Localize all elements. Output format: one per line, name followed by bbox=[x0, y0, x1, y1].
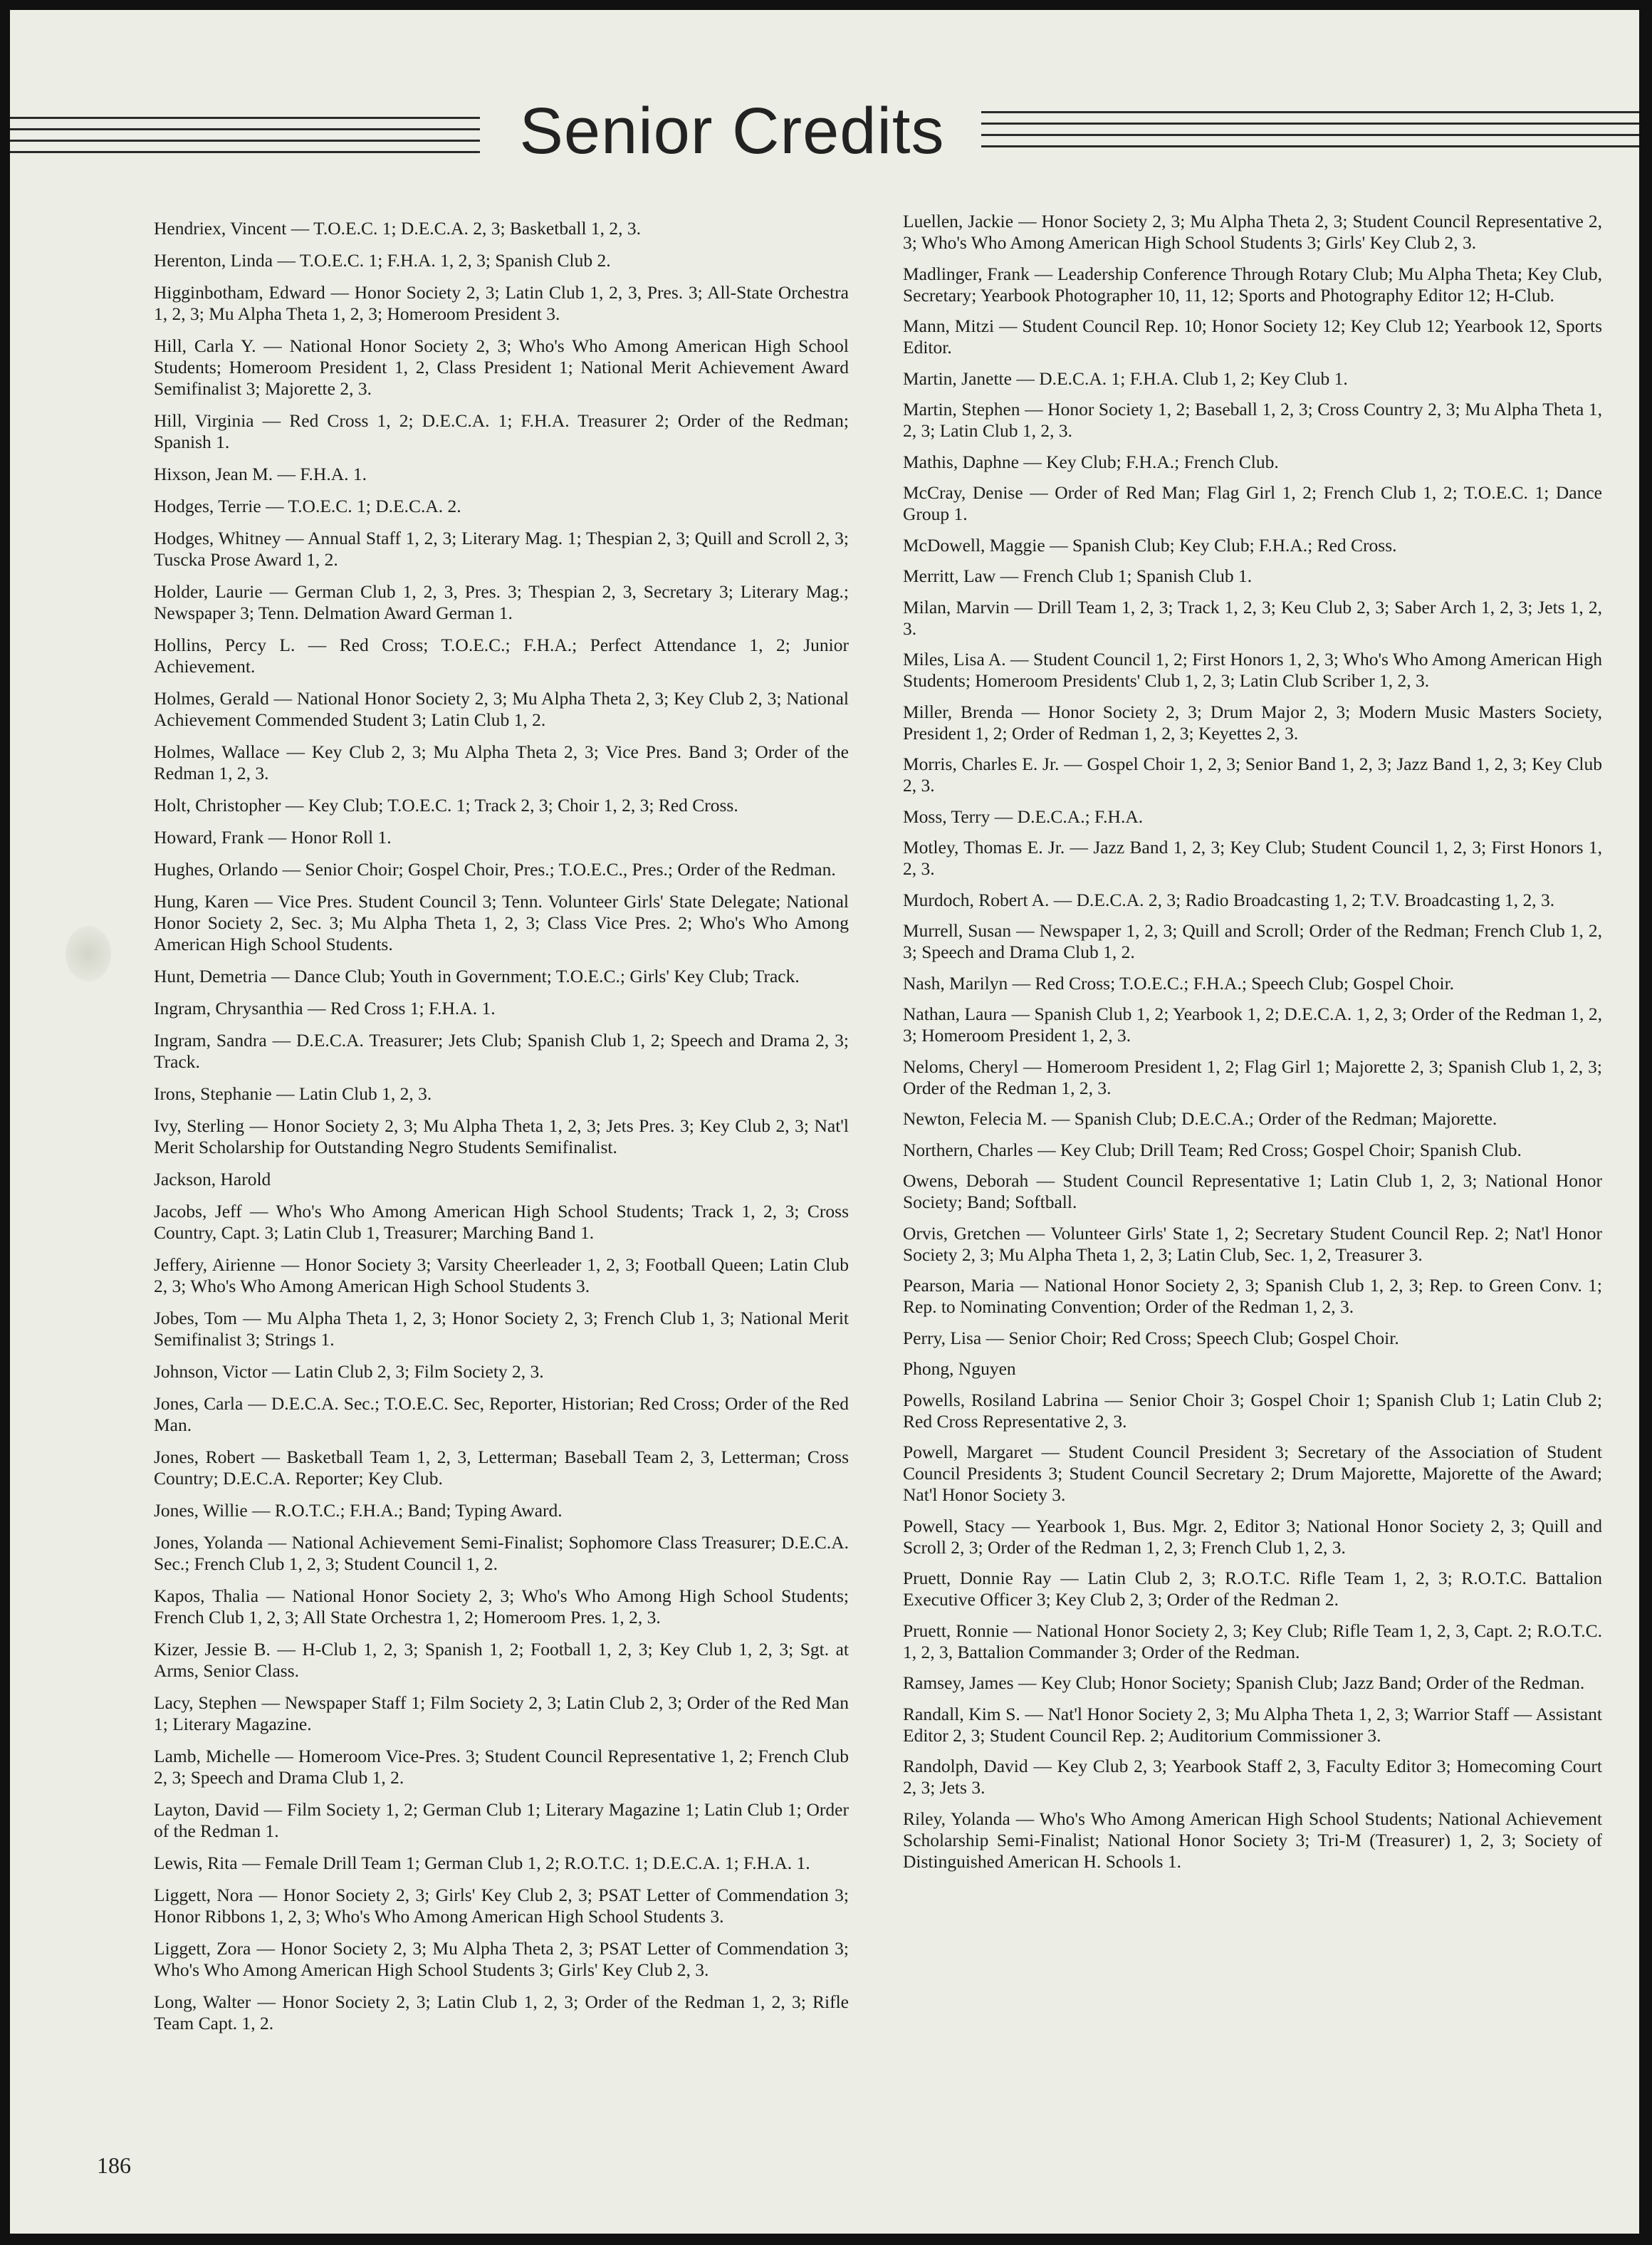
credit-entry: McCray, Denise — Order of Red Man; Flag Girl 1, 2; French Club 1, 2; T.O.E.C. 1; Dance Group 1. bbox=[903, 482, 1602, 524]
credit-entry: Nathan, Laura — Spanish Club 1, 2; Yearbook 1, 2; D.E.C.A. 1, 2, 3; Order of the Redman 1, 2, 3; Homeroom President 1, 2, 3. bbox=[903, 1004, 1602, 1046]
credit-entry: Ivy, Sterling — Honor Society 2, 3; Mu Alpha Theta 1, 2, 3; Jets Pres. 3; Key Club 2, 3; Nat'l Merit Scholarship for Outstanding Negro Students Semifinalist. bbox=[154, 1115, 849, 1157]
credit-entry: Randolph, David — Key Club 2, 3; Yearbook Staff 2, 3, Faculty Editor 3; Homecoming Court 2, 3; Jets 3. bbox=[903, 1756, 1602, 1798]
credit-entry: Ingram, Chrysanthia — Red Cross 1; F.H.A. 1. bbox=[154, 998, 496, 1019]
credit-entry: Phong, Nguyen bbox=[903, 1358, 1016, 1379]
yearbook-page bbox=[10, 10, 1639, 2234]
credit-entry: Howard, Frank — Honor Roll 1. bbox=[154, 827, 392, 848]
credit-entry: Johnson, Victor — Latin Club 2, 3; Film Society 2, 3. bbox=[154, 1361, 544, 1382]
credit-entry: Lacy, Stephen — Newspaper Staff 1; Film Society 2, 3; Latin Club 2, 3; Order of the Red Man 1; Literary Magazine. bbox=[154, 1692, 849, 1734]
credit-entry: Hill, Carla Y. — National Honor Society 2, 3; Who's Who Among American High School Students; Homeroom President 1, 2, Class President 1; National Merit Achievement Award Semifinalist 3; Majorette 2, 3. bbox=[154, 335, 849, 399]
credit-entry: Jackson, Harold bbox=[154, 1169, 271, 1189]
credit-entry: Jones, Willie — R.O.T.C.; F.H.A.; Band; Typing Award. bbox=[154, 1500, 563, 1521]
credit-entry: Hung, Karen — Vice Pres. Student Council 3; Tenn. Volunteer Girls' State Delegate; National Honor Society 2, Sec. 3; Mu Alpha Theta 1, 2, 3; Class Vice Pres. 2; Who's Who Among American High School Students. bbox=[154, 891, 849, 954]
credit-entry: Jacobs, Jeff — Who's Who Among American High School Students; Track 1, 2, 3; Cross Country, Capt. 3; Latin Club 1, Treasurer; Marching Band 1. bbox=[154, 1201, 849, 1243]
credit-entry: Holmes, Wallace — Key Club 2, 3; Mu Alpha Theta 2, 3; Vice Pres. Band 3; Order of the Redman 1, 2, 3. bbox=[154, 741, 849, 783]
credit-entry: McDowell, Maggie — Spanish Club; Key Club; F.H.A.; Red Cross. bbox=[903, 534, 1397, 556]
credit-entry: Herenton, Linda — T.O.E.C. 1; F.H.A. 1, 2, 3; Spanish Club 2. bbox=[154, 250, 611, 271]
page-number: 186 bbox=[97, 2152, 131, 2178]
credit-entry: Lewis, Rita — Female Drill Team 1; German Club 1, 2; R.O.T.C. 1; D.E.C.A. 1; F.H.A. 1. bbox=[154, 1853, 810, 1873]
credit-entry: Jones, Carla — D.E.C.A. Sec.; T.O.E.C. Sec, Reporter, Historian; Red Cross; Order of the Red Man. bbox=[154, 1393, 849, 1435]
credit-entry: Riley, Yolanda — Who's Who Among American High School Students; National Achievement Scholarship Semi-Finalist; National Honor Society 3; Tri-M (Treasurer) 1, 2, 3; Society of Distinguished American H. Schools 1. bbox=[903, 1808, 1602, 1872]
credit-entry: Hollins, Percy L. — Red Cross; T.O.E.C.; F.H.A.; Perfect Attendance 1, 2; Junior Achievement. bbox=[154, 635, 849, 677]
credit-entry: Mathis, Daphne — Key Club; F.H.A.; French Club. bbox=[903, 451, 1279, 472]
credit-entry: Miles, Lisa A. — Student Council 1, 2; First Honors 1, 2, 3; Who's Who Among American High Students; Homeroom Presidents' Club 1, 2, 3; Latin Club Scriber 1, 2, 3. bbox=[903, 649, 1602, 691]
credit-entry: Powells, Rosiland Labrina — Senior Choir 3; Gospel Choir 1; Spanish Club 1; Latin Club 2; Red Cross Representative 2, 3. bbox=[903, 1389, 1602, 1432]
credit-entry: Ramsey, James — Key Club; Honor Society; Spanish Club; Jazz Band; Order of the Redman. bbox=[903, 1672, 1585, 1693]
credit-entry: Liggett, Zora — Honor Society 2, 3; Mu Alpha Theta 2, 3; PSAT Letter of Commendation 3; Who's Who Among American High School Students 3; Girls' Key Club 2, 3. bbox=[154, 1938, 849, 1980]
credit-entry: Murrell, Susan — Newspaper 1, 2, 3; Quill and Scroll; Order of the Redman; French Club 1, 2, 3; Speech and Drama Club 1, 2. bbox=[903, 920, 1602, 962]
credit-entry: Pruett, Ronnie — National Honor Society 2, 3; Key Club; Rifle Team 1, 2, 3, Capt. 2; R.O.T.C. 1, 2, 3, Battalion Commander 3; Order of the Redman. bbox=[903, 1620, 1602, 1662]
credit-entry: Hixson, Jean M. — F.H.A. 1. bbox=[154, 464, 367, 484]
credit-entry: Jones, Yolanda — National Achievement Semi-Finalist; Sophomore Class Treasurer; D.E.C.A. Sec.; French Club 1, 2, 3; Student Council 1, 2. bbox=[154, 1532, 849, 1574]
credit-entry: Holt, Christopher — Key Club; T.O.E.C. 1; Track 2, 3; Choir 1, 2, 3; Red Cross. bbox=[154, 795, 738, 816]
credit-entry: Northern, Charles — Key Club; Drill Team; Red Cross; Gospel Choir; Spanish Club. bbox=[903, 1139, 1522, 1160]
credit-entry: Neloms, Cheryl — Homeroom President 1, 2; Flag Girl 1; Majorette 2, 3; Spanish Club 1, 2, 3; Order of the Redman 1, 2, 3. bbox=[903, 1056, 1602, 1098]
credit-entry: Powell, Stacy — Yearbook 1, Bus. Mgr. 2, Editor 3; National Honor Society 2, 3; Quill and Scroll 2, 3; Order of the Redman 1, 2, 3; French Club 1, 2, 3. bbox=[903, 1515, 1602, 1558]
credit-entry: Kapos, Thalia — National Honor Society 2, 3; Who's Who Among High School Students; French Club 1, 2, 3; All State Orchestra 1, 2; Homeroom Pres. 1, 2, 3. bbox=[154, 1585, 849, 1627]
credit-entry: Layton, David — Film Society 1, 2; German Club 1; Literary Magazine 1; Latin Club 1; Order of the Redman 1. bbox=[154, 1799, 849, 1841]
page-title: Senior Credits bbox=[519, 95, 945, 167]
credit-entry: Hodges, Terrie — T.O.E.C. 1; D.E.C.A. 2. bbox=[154, 496, 461, 516]
credit-entry: Long, Walter — Honor Society 2, 3; Latin Club 1, 2, 3; Order of the Redman 1, 2, 3; Rifle Team Capt. 1, 2. bbox=[154, 1991, 849, 2033]
credit-entry: Luellen, Jackie — Honor Society 2, 3; Mu Alpha Theta 2, 3; Student Council Representative 2, 3; Who's Who Among American High School Students 3; Girls' Key Club 2, 3. bbox=[903, 211, 1602, 253]
credit-entry: Motley, Thomas E. Jr. — Jazz Band 1, 2, 3; Key Club; Student Council 1, 2, 3; First Honors 1, 2, 3. bbox=[903, 837, 1602, 879]
credit-entry: Martin, Janette — D.E.C.A. 1; F.H.A. Club 1, 2; Key Club 1. bbox=[903, 368, 1348, 389]
credit-entry: Kizer, Jessie B. — H-Club 1, 2, 3; Spanish 1, 2; Football 1, 2, 3; Key Club 1, 2, 3; Sgt. at Arms, Senior Class. bbox=[154, 1639, 849, 1681]
credit-entry: Ingram, Sandra — D.E.C.A. Treasurer; Jets Club; Spanish Club 1, 2; Speech and Drama 2, 3; Track. bbox=[154, 1030, 849, 1072]
credit-entry: Hunt, Demetria — Dance Club; Youth in Government; T.O.E.C.; Girls' Key Club; Track. bbox=[154, 966, 800, 986]
credit-entry: Irons, Stephanie — Latin Club 1, 2, 3. bbox=[154, 1083, 432, 1104]
title-rule-left bbox=[10, 101, 480, 170]
credit-entry: Owens, Deborah — Student Council Representative 1; Latin Club 1, 2, 3; National Honor Society; Band; Softball. bbox=[903, 1170, 1602, 1212]
credit-entry: Newton, Felecia M. — Spanish Club; D.E.C.A.; Order of the Redman; Majorette. bbox=[903, 1108, 1497, 1129]
credit-entry: Morris, Charles E. Jr. — Gospel Choir 1, 2, 3; Senior Band 1, 2, 3; Jazz Band 1, 2, 3; Key Club 2, 3. bbox=[903, 754, 1602, 796]
credit-entry: Perry, Lisa — Senior Choir; Red Cross; Speech Club; Gospel Choir. bbox=[903, 1327, 1399, 1348]
credit-entry: Jeffery, Airienne — Honor Society 3; Varsity Cheerleader 1, 2, 3; Football Queen; Latin Club 2, 3; Who's Who Among American High School Students 3. bbox=[154, 1254, 849, 1296]
credit-entry: Pruett, Donnie Ray — Latin Club 2, 3; R.O.T.C. Rifle Team 1, 2, 3; R.O.T.C. Battalion Executive Officer 3; Key Club 2, 3; Order of the Redman 2. bbox=[903, 1568, 1602, 1610]
credits-column-right bbox=[903, 211, 1602, 1882]
page-smudge bbox=[66, 926, 111, 981]
credit-entry: Miller, Brenda — Honor Society 2, 3; Drum Major 2, 3; Modern Music Masters Society, President 1, 2; Order of Redman 1, 2, 3; Keyettes 2, 3. bbox=[903, 701, 1602, 744]
credit-entry: Randall, Kim S. — Nat'l Honor Society 2, 3; Mu Alpha Theta 1, 2, 3; Warrior Staff — Assistant Editor 2, 3; Student Council Rep. 2; Auditorium Commissioner 3. bbox=[903, 1703, 1602, 1746]
credit-entry: Jobes, Tom — Mu Alpha Theta 1, 2, 3; Honor Society 2, 3; French Club 1, 3; National Merit Semifinalist 3; Strings 1. bbox=[154, 1308, 849, 1350]
title-rule-right bbox=[981, 101, 1639, 170]
credit-entry: Lamb, Michelle — Homeroom Vice-Pres. 3; Student Council Representative 1, 2; French Club 2, 3; Speech and Drama Club 1, 2. bbox=[154, 1746, 849, 1788]
credits-column-left bbox=[154, 218, 849, 2045]
credit-entry: Hill, Virginia — Red Cross 1, 2; D.E.C.A. 1; F.H.A. Treasurer 2; Order of the Redman; Spanish 1. bbox=[154, 410, 849, 452]
credit-entry: Milan, Marvin — Drill Team 1, 2, 3; Track 1, 2, 3; Keu Club 2, 3; Saber Arch 1, 2, 3; Jets 1, 2, 3. bbox=[903, 596, 1602, 639]
credit-entry: Hodges, Whitney — Annual Staff 1, 2, 3; Literary Mag. 1; Thespian 2, 3; Quill and Scroll 2, 3; Tuscka Prose Award 1, 2. bbox=[154, 528, 849, 570]
credit-entry: Hughes, Orlando — Senior Choir; Gospel Choir, Pres.; T.O.E.C., Pres.; Order of the Redman. bbox=[154, 859, 836, 880]
credit-entry: Nash, Marilyn — Red Cross; T.O.E.C.; F.H.A.; Speech Club; Gospel Choir. bbox=[903, 972, 1455, 994]
credit-entry: Holder, Laurie — German Club 1, 2, 3, Pres. 3; Thespian 2, 3, Secretary 3; Literary Mag.; Newspaper 3; Tenn. Delmation Award German 1. bbox=[154, 581, 849, 623]
credit-entry: Liggett, Nora — Honor Society 2, 3; Girls' Key Club 2, 3; PSAT Letter of Commendation 3; Honor Ribbons 1, 2, 3; Who's Who Among American High School Students 3. bbox=[154, 1885, 849, 1927]
credit-entry: Holmes, Gerald — National Honor Society 2, 3; Mu Alpha Theta 2, 3; Key Club 2, 3; National Achievement Commended Student 3; Latin Club 1, 2. bbox=[154, 688, 849, 730]
credit-entry: Powell, Margaret — Student Council President 3; Secretary of the Association of Student Council Presidents 3; Student Council Secretary 2; Drum Majorette, Majorette of the Award; Nat'l Honor Society 3. bbox=[903, 1442, 1602, 1505]
credit-entry: Hendriex, Vincent — T.O.E.C. 1; D.E.C.A. 2, 3; Basketball 1, 2, 3. bbox=[154, 218, 642, 239]
credit-entry: Mann, Mitzi — Student Council Rep. 10; Honor Society 12; Key Club 12; Yearbook 12, Sports Editor. bbox=[903, 316, 1602, 358]
credit-entry: Orvis, Gretchen — Volunteer Girls' State 1, 2; Secretary Student Council Rep. 2; Nat'l Honor Society 2, 3; Mu Alpha Theta 1, 2, 3; Latin Club, Sec. 1, 2, Treasurer 3. bbox=[903, 1222, 1602, 1265]
credit-entry: Higginbotham, Edward — Honor Society 2, 3; Latin Club 1, 2, 3, Pres. 3; All-State Orchestra 1, 2, 3; Mu Alpha Theta 1, 2, 3; Homeroom President 3. bbox=[154, 282, 849, 324]
credit-entry: Pearson, Maria — National Honor Society 2, 3; Spanish Club 1, 2, 3; Rep. to Green Conv. 1; Rep. to Nominating Convention; Order of the Redman 1, 2, 3. bbox=[903, 1275, 1602, 1317]
credit-entry: Martin, Stephen — Honor Society 1, 2; Baseball 1, 2, 3; Cross Country 2, 3; Mu Alpha Theta 1, 2, 3; Latin Club 1, 2, 3. bbox=[903, 399, 1602, 441]
credit-entry: Moss, Terry — D.E.C.A.; F.H.A. bbox=[903, 806, 1144, 827]
credit-entry: Jones, Robert — Basketball Team 1, 2, 3, Letterman; Baseball Team 2, 3, Letterman; Cross Country; D.E.C.A. Reporter; Key Club. bbox=[154, 1447, 849, 1489]
credit-entry: Murdoch, Robert A. — D.E.C.A. 2, 3; Radio Broadcasting 1, 2; T.V. Broadcasting 1, 2, 3. bbox=[903, 889, 1555, 910]
credit-entry: Madlinger, Frank — Leadership Conference Through Rotary Club; Mu Alpha Theta; Key Club, Secretary; Yearbook Photographer 10, 11, 12; Sports and Photography Editor 12; H-Club. bbox=[903, 263, 1602, 306]
credit-entry: Merritt, Law — French Club 1; Spanish Club 1. bbox=[903, 566, 1253, 586]
